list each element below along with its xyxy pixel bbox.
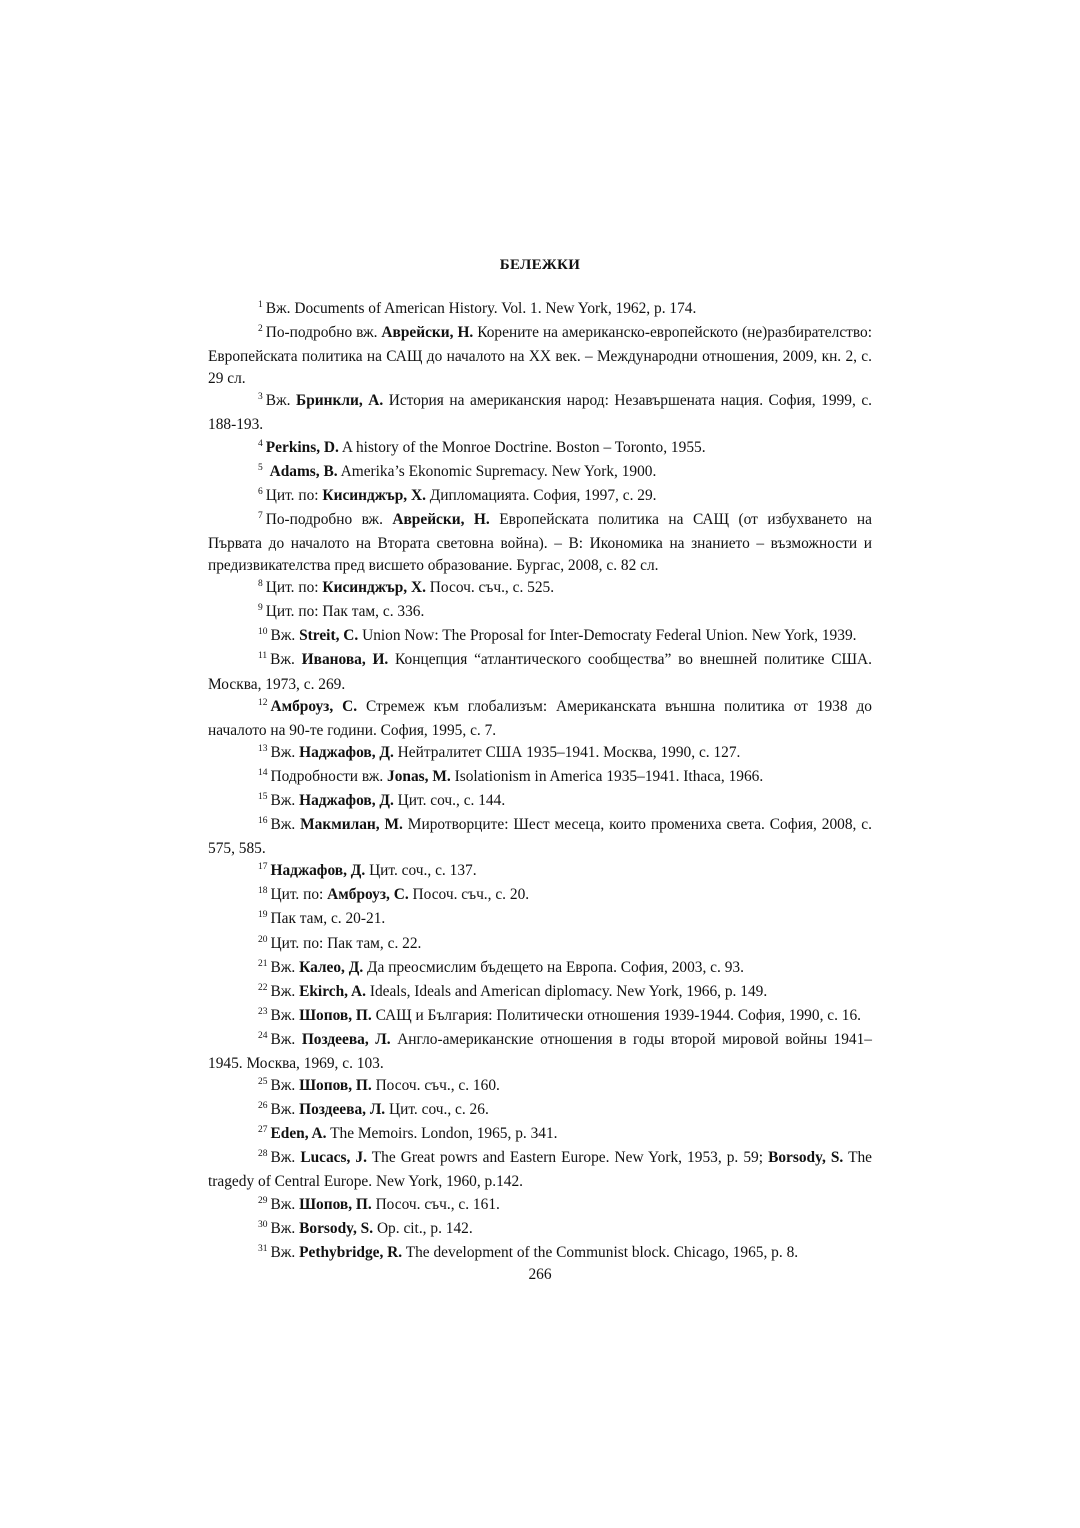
footnote-number: 13 [258, 743, 268, 754]
footnote-number: 22 [258, 982, 268, 993]
footnote-text: Цит. соч., с. 144. [393, 791, 506, 809]
page-title: БЕЛЕЖКИ [499, 257, 581, 273]
footnote-number: 21 [258, 958, 268, 969]
footnote-number: 26 [258, 1101, 268, 1112]
footnote [208, 322, 872, 390]
footnote-text: Вж. [270, 816, 301, 834]
footnote-number: 23 [258, 1006, 268, 1017]
footnote-number: 1 [258, 300, 263, 310]
footnote-text: Вж. [270, 1219, 300, 1237]
footnote-text: Посоч. съч., с. 161. [371, 1195, 500, 1213]
footnote [208, 485, 872, 509]
footnote-text: Вж. [270, 791, 300, 809]
footnote-author: Амброуз, С. [270, 697, 358, 715]
footnote-author: Perkins, D. [265, 438, 339, 456]
footnote-text: Вж. Documents of American History. Vol. 1. New York, 1962, p. 174. [265, 300, 697, 317]
footnote-number: 28 [258, 1149, 268, 1160]
footnote-author: Бринкли, А. [296, 392, 384, 410]
footnote-text: Нейтралитет США 1935–1941. Москва, 1990, с. 127. [393, 743, 741, 761]
footnote-text: A history of the Monroe Doctrine. Boston – Toronto, 1955. [338, 438, 706, 456]
footnote-author: Adams, B. [269, 462, 338, 480]
footnote-author: Наджафов, Д. [299, 743, 394, 761]
footnote-text: Стремеж към глобализъм: Американската външна политика от 1938 до началото на 90-те години. София, 1995, с. 7. [208, 697, 873, 739]
footnote-author: Аврейски, Н. [381, 324, 474, 342]
footnote [208, 1218, 872, 1242]
footnote-text: Цит. по: [265, 579, 323, 597]
footnote-text: Вж. [270, 1077, 300, 1095]
footnote-text: Цит. по: [270, 886, 328, 904]
footnote-text: Цит. по: Пак там, с. 22. [270, 934, 422, 952]
footnote-text: Англо-американские отношения в годы второй мировой войны 1941–1945. Москва, 1969, с. 103. [208, 1030, 872, 1072]
footnote-text: Вж. [270, 982, 300, 1000]
footnote [208, 790, 872, 814]
footnote-text: Вж. [270, 1195, 300, 1213]
footnote-text: Amerika’s Ekonomic Supremacy. New York, 1900. [337, 462, 657, 480]
footnote-text: Вж. [270, 1149, 301, 1167]
footnote-text: Ideals, Ideals and American diplomacy. New York, 1966, p. 149. [365, 982, 768, 1000]
footnote-number: 12 [258, 697, 268, 708]
footnote [208, 1194, 872, 1218]
footnote-number: 9 [258, 603, 263, 614]
footnote-text: Union Now: The Proposal for Inter-Democraty Federal Union. New York, 1939. [358, 627, 857, 645]
footnote-author: Streit, C. [299, 627, 359, 645]
footnote-text: Вж. [270, 1243, 300, 1261]
footnote-number: 11 [258, 651, 268, 662]
footnote-text: Вж. [270, 651, 302, 669]
footnote-text: Isolationism in America 1935–1941. Ithaca, 1966. [450, 767, 764, 785]
footnote [208, 625, 872, 649]
footnote-text: Вж. [270, 1101, 300, 1119]
footnote-number: 25 [258, 1077, 268, 1088]
footnote [208, 577, 872, 601]
footnote-number: 30 [258, 1219, 268, 1230]
footnote-text: Европейската политика на САЩ (от избухването на Първата до началото на Втората световна война). – В: Икономика на знанието – възможности и предизвикателства пред висшето образование. Бургас, 2008, с. 82 сл. [208, 510, 872, 575]
footnote-text: Корените на американско-европейското (не)разбирателство: Европейската политика на САЩ до началото на XX век. – Международни отношения, 2009, кн. 2, с. 29 сл. [208, 324, 873, 388]
footnote-number: 8 [258, 579, 263, 590]
footnote [208, 860, 872, 884]
footnote-number: 29 [258, 1195, 268, 1206]
footnote-text: Вж. [270, 1030, 302, 1048]
footnote-author: Ekirch, A. [299, 982, 366, 1000]
footnote-text: Подробности вж. [270, 767, 388, 785]
footnote [208, 601, 872, 625]
footnote-number: 18 [258, 886, 268, 897]
footnote [208, 933, 872, 957]
footnote-number: 7 [258, 510, 263, 521]
footnote [208, 766, 872, 790]
footnote [208, 509, 872, 577]
footnote-number: 3 [258, 392, 263, 403]
footnote [208, 437, 872, 461]
footnote-text: Да преосмислим бъдещето на Европа. София, 2003, с. 93. [363, 958, 744, 976]
footnote-number: 6 [258, 486, 263, 497]
footnote-text: Цит. по: [265, 486, 323, 504]
footnote-text: Цит. соч., с. 26. [385, 1101, 489, 1119]
page-number: 266 [528, 1266, 552, 1283]
footnote-text: Концепция “атлантического сообщества” во внешней политике США. Москва, 1973, с. 269. [208, 651, 872, 693]
footnote [208, 981, 872, 1005]
footnote-number: 27 [258, 1125, 268, 1136]
footnote-author: Амброуз, С. [327, 886, 409, 904]
footnote [208, 1005, 872, 1029]
footnote [208, 814, 872, 860]
footnote [208, 908, 872, 932]
footnote-text: Посоч. съч., с. 525. [425, 579, 555, 597]
footnote-text: По-подробно вж. [265, 510, 393, 528]
footnote [208, 1099, 872, 1123]
footnote-author: Pethybridge, R. [299, 1243, 403, 1261]
notes-page [208, 256, 872, 1266]
footnote-text: Цит. по: Пак там, с. 336. [265, 603, 425, 621]
footnote-author: Eden, A. [270, 1125, 327, 1143]
footnote-number: 17 [258, 862, 268, 873]
footnote-text: Посоч. съч., с. 20. [408, 886, 530, 904]
footnote-text: Вж. [270, 743, 300, 761]
footnote [208, 390, 872, 436]
footnote-text: Вж. [270, 627, 300, 645]
footnote [208, 884, 872, 908]
footnote-author: Шопов, П. [299, 1077, 372, 1095]
footnote [208, 742, 872, 766]
footnote [208, 1029, 872, 1075]
footnote [208, 1242, 872, 1266]
footnote-author: Шопов, П. [299, 1195, 372, 1213]
footnote-author: Калео, Д. [299, 958, 364, 976]
footnote-text: The development of the Communist block. Chicago, 1965, p. 8. [402, 1243, 799, 1261]
footnote [208, 1147, 872, 1193]
footnote-author: Поздеева, Л. [299, 1101, 386, 1119]
footnote-number: 31 [258, 1243, 268, 1254]
footnote-text: Посоч. съч., с. 160. [371, 1077, 500, 1095]
footnote-author: Jonas, M. [387, 767, 451, 785]
footnote-author: Кисинджър, Х. [322, 486, 426, 504]
footnote-number: 16 [258, 816, 268, 827]
footnote-number: 2 [258, 324, 263, 335]
footnote-text: САЩ и България: Политически отношения 1939-1944. София, 1990, с. 16. [371, 1006, 862, 1024]
footnote [208, 1123, 872, 1147]
footnote [208, 298, 872, 322]
footnote-text: Миротворците: Шест месеца, които промениха света. София, 2008, с. 575, 585. [208, 816, 872, 858]
footnote-author: Шопов, П. [299, 1006, 372, 1024]
footnote [208, 1075, 872, 1099]
footnote-number: 10 [258, 627, 268, 638]
footnote-number: 24 [258, 1030, 268, 1041]
footnote-author: Макмилан, М. [300, 816, 403, 834]
footnote-number: 20 [258, 934, 268, 945]
footnote [208, 461, 872, 485]
footnote-number: 4 [258, 438, 263, 449]
footnote-text: Op. cit., p. 142. [373, 1219, 473, 1237]
footnote [208, 957, 872, 981]
footnote-author: Иванова, И. [301, 651, 389, 669]
footnote-author: Lucacs, J. [300, 1149, 367, 1167]
footnote-text: Вж. [265, 392, 297, 410]
footnote-text: The Memoirs. London, 1965, p. 341. [326, 1125, 558, 1143]
footnote-author: Наджафов, Д. [270, 862, 366, 880]
footnote-number: 14 [258, 767, 268, 778]
footnote-text: Дипломацията. София, 1997, с. 29. [425, 486, 657, 504]
footnote-text: История на американския народ: Незавършената нация. София, 1999, с. 188-193. [208, 392, 872, 434]
footnote-author: Borsody, S. [299, 1219, 374, 1237]
footnote-text: The Great powrs and Eastern Europe. New York, 1953, p. 59; [366, 1149, 769, 1167]
footnote-author: Поздеева, Л. [301, 1030, 391, 1048]
footnote-text: Цит. соч., с. 137. [365, 862, 477, 880]
footnote-text: The tragedy of Central Europe. New York, 1960, p.142. [208, 1149, 872, 1191]
footnote-author: Аврейски, Н. [392, 510, 490, 528]
footnote-text: Вж. [270, 958, 300, 976]
footnote-author: Borsody, S. [768, 1149, 844, 1167]
footnote-text: Вж. [270, 1006, 300, 1024]
footnote-number: 5 [258, 462, 263, 473]
footnote [208, 696, 872, 742]
footnote-text: Пак там, с. 20-21. [270, 910, 386, 928]
footnote [208, 649, 872, 695]
footnote-author: Наджафов, Д. [299, 791, 394, 809]
footnote-number: 19 [258, 910, 268, 921]
footnote-text: По-подробно вж. [265, 324, 382, 342]
footnote-author: Кисинджър, Х. [322, 579, 426, 597]
notes-list [208, 298, 872, 1266]
footnote-number: 15 [258, 791, 268, 802]
